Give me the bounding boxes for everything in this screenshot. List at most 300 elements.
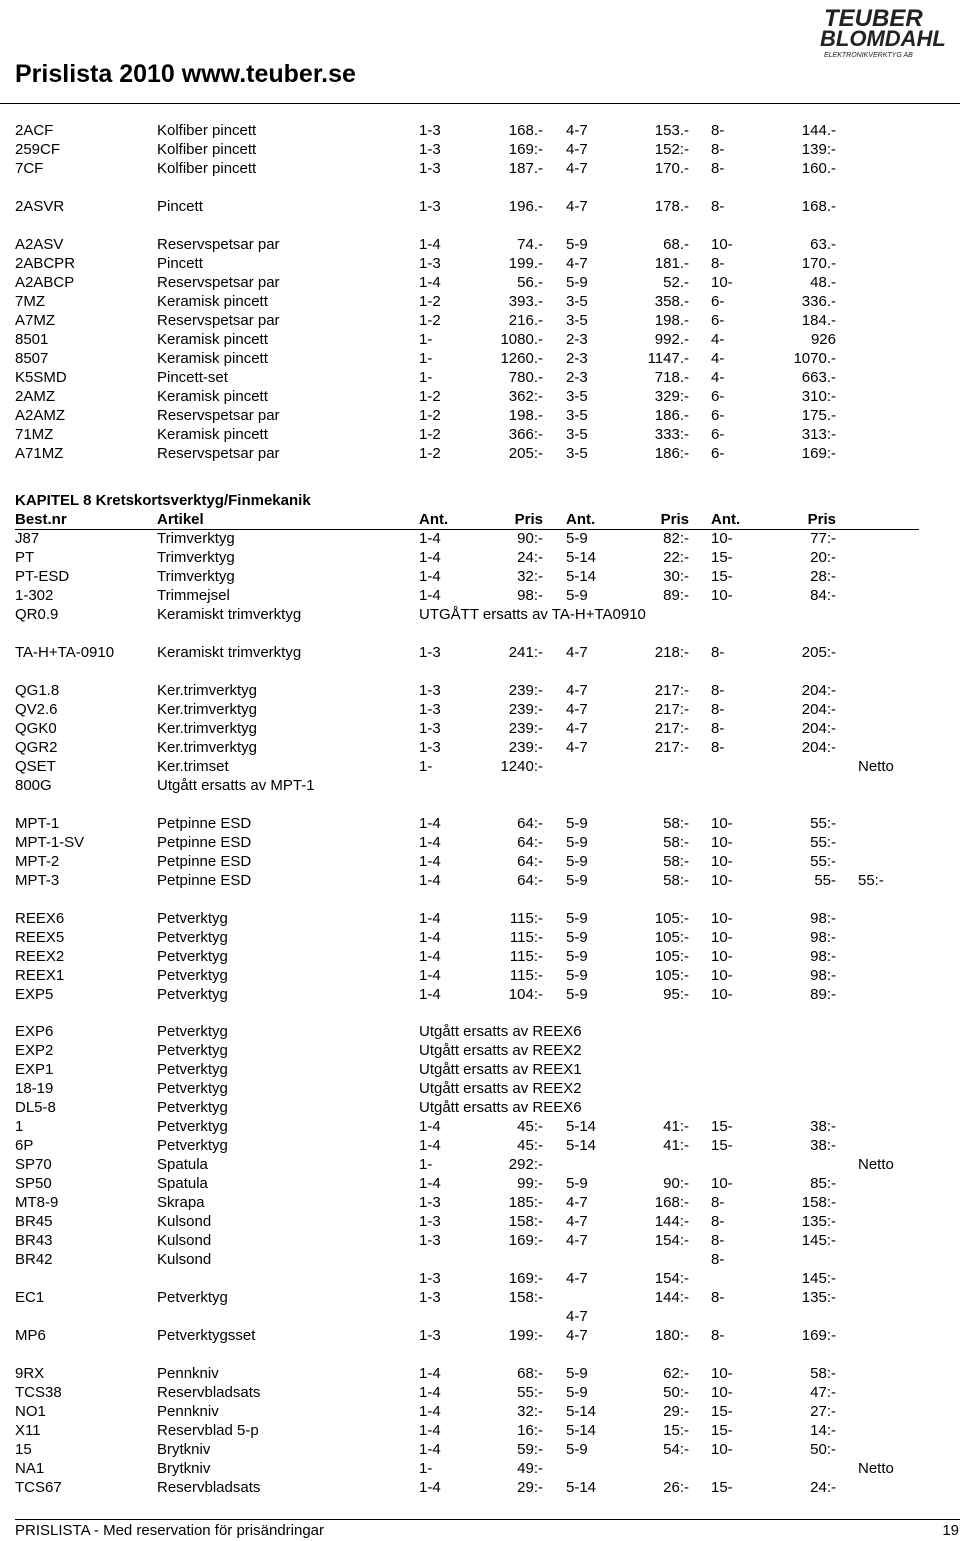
table-row xyxy=(0,548,960,567)
qty-tier-1: 1-2 xyxy=(419,293,441,310)
qty-tier-3: 10- xyxy=(711,274,733,291)
table-row xyxy=(0,425,960,444)
table-row xyxy=(0,311,960,330)
table-row-note xyxy=(0,1098,960,1117)
part-number: BR45 xyxy=(15,1213,53,1230)
qty-tier-3: 6- xyxy=(711,426,725,443)
price-tier-2: 105:- xyxy=(654,967,689,984)
table-row xyxy=(0,947,960,966)
table-row xyxy=(0,1459,960,1478)
part-number: 71MZ xyxy=(15,426,54,443)
part-number: 6P xyxy=(15,1137,34,1154)
part-number: QGR2 xyxy=(15,739,58,756)
price-tier-2: 30:- xyxy=(663,568,689,585)
price-tier-2: 333:- xyxy=(654,426,689,443)
qty-tier-3: 8- xyxy=(711,160,725,177)
article: Ker.trimverktyg xyxy=(157,720,258,737)
part-number: EXP6 xyxy=(15,1023,54,1040)
article: Keramiskt trimverktyg xyxy=(157,644,302,661)
article: Brytkniv xyxy=(157,1460,211,1477)
price-tier-3: 204:- xyxy=(801,739,836,756)
article: Pennkniv xyxy=(157,1365,219,1382)
qty-tier-3: 10- xyxy=(711,872,733,889)
price-tier-1: 49:- xyxy=(517,1460,543,1477)
table-row xyxy=(0,1155,960,1174)
article: Petverktyg xyxy=(157,1080,228,1097)
price-tier-1: 205:- xyxy=(508,445,543,462)
price-tier-3: 139:- xyxy=(801,141,836,158)
price-tier-2: 58:- xyxy=(663,834,689,851)
footer-text: PRISLISTA - Med reservation för prisändringar xyxy=(15,1522,325,1539)
qty-tier-2: 4-7 xyxy=(566,160,588,177)
qty-tier-2: 5-14 xyxy=(566,1403,597,1420)
qty-tier-3: 4- xyxy=(711,369,725,386)
qty-tier-3: 8- xyxy=(711,682,725,699)
article: Ker.trimverktyg xyxy=(157,701,258,718)
article: Reservspetsar par xyxy=(157,236,280,253)
price-tier-1: 780.- xyxy=(508,369,543,386)
price-tier-2: 992.- xyxy=(654,331,689,348)
qty-tier-3: 10- xyxy=(711,530,733,547)
part-number: QG1.8 xyxy=(15,682,60,699)
qty-tier-1: 1-3 xyxy=(419,1270,441,1287)
qty-tier-3: 15- xyxy=(711,1479,733,1496)
part-number: QR0.9 xyxy=(15,606,59,623)
qty-tier-3: 10- xyxy=(711,948,733,965)
part-number: MPT-1 xyxy=(15,815,60,832)
article: Pennkniv xyxy=(157,1403,219,1420)
qty-tier-1: 1- xyxy=(419,369,433,386)
price-tier-1: 1260.- xyxy=(500,350,543,367)
table-row xyxy=(0,1231,960,1250)
qty-tier-1: 1-4 xyxy=(419,568,441,585)
qty-tier-3: 6- xyxy=(711,388,725,405)
qty-tier-1: 1-3 xyxy=(419,644,441,661)
table-row xyxy=(0,444,960,463)
qty-tier-1: 1-4 xyxy=(419,815,441,832)
part-number: 18-19 xyxy=(15,1080,54,1097)
qty-tier-1: 1-4 xyxy=(419,872,441,889)
table-row xyxy=(0,292,960,311)
price-tier-2: 186.- xyxy=(654,407,689,424)
qty-tier-3: 6- xyxy=(711,407,725,424)
article: Keramisk pincett xyxy=(157,350,268,367)
price-tier-1: 29:- xyxy=(517,1479,543,1496)
table-row xyxy=(0,273,960,292)
part-number: 8501 xyxy=(15,331,49,348)
qty-tier-2: 4-7 xyxy=(566,1308,588,1325)
qty-tier-2: 4-7 xyxy=(566,1327,588,1344)
part-number: 2ACF xyxy=(15,122,54,139)
price-tier-1: 1080.- xyxy=(500,331,543,348)
price-tier-3: 47:- xyxy=(810,1384,836,1401)
price-tier-3: 55- xyxy=(814,872,836,889)
article: Petpinne ESD xyxy=(157,815,252,832)
price-tier-1: 64:- xyxy=(517,834,543,851)
qty-tier-3: 15- xyxy=(711,1118,733,1135)
qty-tier-1: 1-2 xyxy=(419,445,441,462)
table-row xyxy=(0,1326,960,1345)
part-number: QSET xyxy=(15,758,56,775)
article: Keramisk pincett xyxy=(157,331,268,348)
qty-tier-3: 8- xyxy=(711,701,725,718)
article: Petverktyg xyxy=(157,929,228,946)
extra: Netto xyxy=(858,758,894,775)
qty-tier-1: 1- xyxy=(419,331,433,348)
part-number: QV2.6 xyxy=(15,701,58,718)
price-tier-1: 168.- xyxy=(508,122,543,139)
price-tier-3: 27:- xyxy=(810,1403,836,1420)
qty-tier-1: 1-4 xyxy=(419,834,441,851)
qty-tier-1: 1-3 xyxy=(419,1289,441,1306)
qty-tier-3: 8- xyxy=(711,1251,725,1268)
table-row xyxy=(0,643,960,662)
price-tier-3: 85:- xyxy=(810,1175,836,1192)
part-number: TA-H+TA-0910 xyxy=(15,644,115,661)
price-tier-1: 115:- xyxy=(509,948,543,965)
article: Kolfiber pincett xyxy=(157,141,257,158)
price-tier-3: 84:- xyxy=(810,587,836,604)
table-row xyxy=(0,738,960,757)
qty-tier-1: 1-3 xyxy=(419,255,441,272)
price-tier-2: 153.- xyxy=(654,122,689,139)
qty-tier-2: 5-9 xyxy=(566,986,588,1003)
price-tier-3: 204:- xyxy=(801,720,836,737)
article: Petverktyg xyxy=(157,948,228,965)
article: Petverktyg xyxy=(157,1289,228,1306)
qty-tier-2: 5-9 xyxy=(566,815,588,832)
price-tier-1: 16:- xyxy=(517,1422,543,1439)
price-tier-1: 239:- xyxy=(508,720,543,737)
price-tier-1: 169:- xyxy=(508,1270,543,1287)
part-number: X11 xyxy=(15,1422,41,1439)
price-tier-2: 54:- xyxy=(663,1441,689,1458)
table-row xyxy=(0,1402,960,1421)
qty-tier-2: 2-3 xyxy=(566,369,588,386)
part-number: TCS67 xyxy=(15,1479,62,1496)
price-tier-2: 217:- xyxy=(654,682,689,699)
part-number: PT-ESD xyxy=(15,568,70,585)
part-number: 9RX xyxy=(15,1365,45,1382)
qty-tier-3: 10- xyxy=(711,967,733,984)
qty-tier-1: 1-3 xyxy=(419,141,441,158)
table-row-note xyxy=(0,1079,960,1098)
price-tier-2: 105:- xyxy=(654,929,689,946)
article: Keramiskt trimverktyg xyxy=(157,606,302,623)
price-tier-2: 329:- xyxy=(654,388,689,405)
qty-tier-1: 1-4 xyxy=(419,1137,441,1154)
price-tier-1: 216.- xyxy=(508,312,543,329)
price-tier-1: 239:- xyxy=(508,739,543,756)
qty-tier-3: 10- xyxy=(711,236,733,253)
replacement-note: Utgått ersatts av REEX6 xyxy=(419,1023,582,1040)
part-number: 15 xyxy=(15,1441,32,1458)
price-tier-1: 362:- xyxy=(508,388,543,405)
price-tier-3: 20:- xyxy=(810,549,836,566)
article: Kolfiber pincett xyxy=(157,160,257,177)
price-tier-2: 68.- xyxy=(663,236,689,253)
price-tier-3: 663.- xyxy=(801,369,836,386)
qty-tier-1: 1-4 xyxy=(419,1365,441,1382)
price-tier-3: 169:- xyxy=(801,1327,836,1344)
qty-tier-2: 4-7 xyxy=(566,644,588,661)
price-tier-2: 144:- xyxy=(654,1213,689,1230)
table-row xyxy=(0,235,960,254)
qty-tier-2: 2-3 xyxy=(566,331,588,348)
qty-tier-1: 1-3 xyxy=(419,1232,441,1249)
replacement-note: Utgått ersatts av REEX2 xyxy=(419,1042,582,1059)
qty-tier-1: 1-4 xyxy=(419,274,441,291)
part-number: 7MZ xyxy=(15,293,45,310)
table-row xyxy=(0,1117,960,1136)
price-tier-3: 55:- xyxy=(810,834,836,851)
table-row xyxy=(0,1212,960,1231)
table-row xyxy=(0,387,960,406)
table-row-note xyxy=(0,1041,960,1060)
price-tier-3: 204:- xyxy=(801,701,836,718)
table-row-note xyxy=(0,1060,960,1079)
article: Keramisk pincett xyxy=(157,426,268,443)
qty-tier-3: 15- xyxy=(711,1137,733,1154)
qty-tier-2: 5-14 xyxy=(566,549,597,566)
qty-tier-2: 4-7 xyxy=(566,1194,588,1211)
price-tier-3: 169:- xyxy=(801,445,836,462)
price-tier-3: 336.- xyxy=(801,293,836,310)
price-tier-1: 185:- xyxy=(508,1194,543,1211)
qty-tier-3: 15- xyxy=(711,549,733,566)
price-tier-3: 204:- xyxy=(801,682,836,699)
price-tier-1: 56.- xyxy=(517,274,543,291)
qty-tier-3: 10- xyxy=(711,853,733,870)
logo-text-3: ELEKTRONIKVERKTYG AB xyxy=(824,52,913,59)
article: Reservspetsar par xyxy=(157,312,280,329)
part-number: MP6 xyxy=(15,1327,46,1344)
part-number: 7CF xyxy=(15,160,44,177)
price-tier-3: 77:- xyxy=(810,530,836,547)
qty-tier-2: 3-5 xyxy=(566,293,588,310)
price-tier-1: 74.- xyxy=(517,236,543,253)
replacement-note: Utgått ersatts av REEX1 xyxy=(419,1061,582,1078)
article: Pincett-set xyxy=(157,369,228,386)
qty-tier-2: 3-5 xyxy=(566,445,588,462)
qty-tier-1: 1-3 xyxy=(419,739,441,756)
price-tier-3: 38:- xyxy=(810,1118,836,1135)
qty-tier-2: 5-9 xyxy=(566,1365,588,1382)
qty-tier-3: 8- xyxy=(711,720,725,737)
part-number: NO1 xyxy=(15,1403,46,1420)
article: Petpinne ESD xyxy=(157,834,252,851)
qty-tier-1: 1- xyxy=(419,1460,433,1477)
table-row xyxy=(0,586,960,605)
price-tier-2: 15:- xyxy=(663,1422,689,1439)
price-tier-3: 28:- xyxy=(810,568,836,585)
qty-tier-2: 5-9 xyxy=(566,853,588,870)
price-tier-1: 158:- xyxy=(508,1213,543,1230)
qty-tier-2: 3-5 xyxy=(566,426,588,443)
article: Spatula xyxy=(157,1156,208,1173)
price-tier-2: 186:- xyxy=(654,445,689,462)
column-header: Ant. xyxy=(711,511,741,528)
qty-tier-2: 3-5 xyxy=(566,312,588,329)
part-number: QGK0 xyxy=(15,720,57,737)
qty-tier-3: 8- xyxy=(711,644,725,661)
price-tier-1: 98:- xyxy=(517,587,543,604)
part-number: REEX2 xyxy=(15,948,65,965)
qty-tier-3: 10- xyxy=(711,587,733,604)
table-row-note xyxy=(0,1022,960,1041)
table-row xyxy=(0,1421,960,1440)
qty-tier-1: 1-3 xyxy=(419,682,441,699)
column-header: Artikel xyxy=(157,511,204,528)
qty-tier-1: 1-4 xyxy=(419,1479,441,1496)
price-tier-1: 115:- xyxy=(509,929,543,946)
qty-tier-2: 4-7 xyxy=(566,198,588,215)
part-number: BR43 xyxy=(15,1232,53,1249)
qty-tier-1: 1-4 xyxy=(419,967,441,984)
price-tier-3: 58:- xyxy=(810,1365,836,1382)
price-tier-3: 98:- xyxy=(810,967,836,984)
price-tier-2: 89:- xyxy=(663,587,689,604)
qty-tier-1: 1-4 xyxy=(419,530,441,547)
table-row xyxy=(0,1440,960,1459)
price-tier-3: 205:- xyxy=(801,644,836,661)
footer-rule xyxy=(15,1519,960,1520)
price-tier-1: 45:- xyxy=(517,1118,543,1135)
price-tier-1: 239:- xyxy=(508,701,543,718)
price-tier-2: 58:- xyxy=(663,853,689,870)
qty-tier-3: 8- xyxy=(711,122,725,139)
article: Reservblad 5-p xyxy=(157,1422,259,1439)
column-header: Best.nr xyxy=(15,511,67,528)
part-number: REEX1 xyxy=(15,967,65,984)
page-title: Prislista 2010 www.teuber.se xyxy=(15,60,356,88)
table-row xyxy=(0,719,960,738)
article: Kolfiber pincett xyxy=(157,122,257,139)
table-row xyxy=(0,1193,960,1212)
article: Kulsond xyxy=(157,1232,212,1249)
part-number: EXP5 xyxy=(15,986,54,1003)
part-number: 1-302 xyxy=(15,587,54,604)
qty-tier-3: 10- xyxy=(711,929,733,946)
price-tier-2: 154:- xyxy=(654,1232,689,1249)
price-tier-1: 292:- xyxy=(508,1156,543,1173)
article: Reservbladsats xyxy=(157,1384,261,1401)
qty-tier-1: 1- xyxy=(419,1156,433,1173)
article: Petverktyg xyxy=(157,1099,228,1116)
price-tier-1: 104:- xyxy=(508,986,543,1003)
qty-tier-1: 1-4 xyxy=(419,910,441,927)
qty-tier-1: 1-4 xyxy=(419,1422,441,1439)
article: Petverktyg xyxy=(157,1061,228,1078)
qty-tier-2: 2-3 xyxy=(566,350,588,367)
qty-tier-2: 4-7 xyxy=(566,141,588,158)
table-row xyxy=(0,871,960,890)
qty-tier-1: 1-4 xyxy=(419,948,441,965)
qty-tier-3: 10- xyxy=(711,1384,733,1401)
article: Ker.trimset xyxy=(157,758,229,775)
price-tier-1: 158:- xyxy=(508,1289,543,1306)
price-tier-2: 105:- xyxy=(654,910,689,927)
column-header: Pris xyxy=(660,511,689,528)
part-number: EXP2 xyxy=(15,1042,54,1059)
qty-tier-1: 1-4 xyxy=(419,1118,441,1135)
column-header: Ant. xyxy=(419,511,449,528)
table-header xyxy=(0,510,960,529)
chapter-caption: KAPITEL 8 Kretskortsverktyg/Finmekanik xyxy=(15,492,311,509)
price-tier-1: 90:- xyxy=(517,530,543,547)
qty-tier-3: 6- xyxy=(711,312,725,329)
part-number: K5SMD xyxy=(15,369,67,386)
price-tier-1: 99:- xyxy=(517,1175,543,1192)
part-number: 259CF xyxy=(15,141,61,158)
qty-tier-1: 1-4 xyxy=(419,1441,441,1458)
table-row xyxy=(0,1383,960,1402)
article: Trimverktyg xyxy=(157,530,235,547)
price-tier-2: 105:- xyxy=(654,948,689,965)
qty-tier-2: 4-7 xyxy=(566,739,588,756)
price-tier-2: 58:- xyxy=(663,815,689,832)
logo-text-1: TEUBER xyxy=(824,5,923,32)
price-tier-2: 217:- xyxy=(654,720,689,737)
part-number: REEX5 xyxy=(15,929,65,946)
part-number: MPT-2 xyxy=(15,853,60,870)
price-tier-3: 1070.- xyxy=(793,350,836,367)
price-tier-1: 393.- xyxy=(508,293,543,310)
qty-tier-2: 5-9 xyxy=(566,834,588,851)
part-number: 2ABCPR xyxy=(15,255,76,272)
qty-tier-3: 10- xyxy=(711,834,733,851)
price-tier-2: 358.- xyxy=(654,293,689,310)
qty-tier-2: 5-9 xyxy=(566,1175,588,1192)
price-tier-2: 180:- xyxy=(654,1327,689,1344)
article: Trimverktyg xyxy=(157,568,235,585)
header-rule xyxy=(0,103,960,104)
table-row xyxy=(0,159,960,178)
price-tier-2: 144:- xyxy=(654,1289,689,1306)
price-tier-2: 29:- xyxy=(663,1403,689,1420)
price-tier-1: 32:- xyxy=(517,1403,543,1420)
qty-tier-3: 8- xyxy=(711,1327,725,1344)
price-tier-1: 24:- xyxy=(517,549,543,566)
price-tier-2: 168:- xyxy=(654,1194,689,1211)
qty-tier-3: 15- xyxy=(711,568,733,585)
part-number: A2ASV xyxy=(15,236,64,253)
table-row xyxy=(0,567,960,586)
qty-tier-2: 3-5 xyxy=(566,407,588,424)
price-tier-2: 52.- xyxy=(663,274,689,291)
article: Petverktyg xyxy=(157,1042,228,1059)
qty-tier-2: 3-5 xyxy=(566,388,588,405)
price-tier-3: 55:- xyxy=(810,853,836,870)
qty-tier-2: 5-14 xyxy=(566,568,597,585)
qty-tier-3: 10- xyxy=(711,986,733,1003)
table-row xyxy=(0,814,960,833)
price-tier-2: 218:- xyxy=(654,644,689,661)
article: Pincett xyxy=(157,198,203,215)
qty-tier-3: 10- xyxy=(711,910,733,927)
article: Reservspetsar par xyxy=(157,445,280,462)
price-tier-2: 90:- xyxy=(663,1175,689,1192)
company-logo xyxy=(818,2,953,62)
column-header: Pris xyxy=(807,511,836,528)
price-tier-1: 64:- xyxy=(517,815,543,832)
qty-tier-2: 4-7 xyxy=(566,1213,588,1230)
price-tier-1: 199:- xyxy=(508,1327,543,1344)
article: Utgått ersatts av MPT-1 xyxy=(157,777,315,794)
qty-tier-3: 8- xyxy=(711,1213,725,1230)
part-number: A2ABCP xyxy=(15,274,75,291)
price-tier-2: 217:- xyxy=(654,739,689,756)
